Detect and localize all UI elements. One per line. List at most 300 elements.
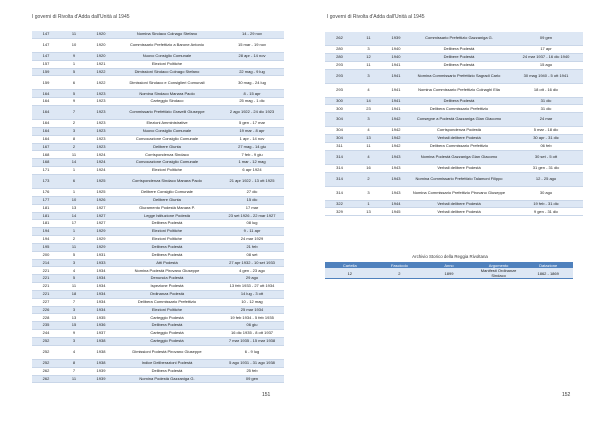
anno-cell: 1927 <box>88 212 114 220</box>
argomento-cell: Nomina Podestà Pirovano Giuseppe <box>114 267 220 275</box>
fascicolo-cell: 2 <box>60 143 88 151</box>
table-row <box>32 267 284 275</box>
anno-cell: 1939 <box>88 367 114 375</box>
cartella-cell: 304 <box>325 135 354 143</box>
anno-cell: 1924 <box>88 151 114 159</box>
fascicolo-cell: 5 <box>60 90 88 98</box>
datazione-cell: 24 mar 1937 - 16 dic 1940 <box>509 53 583 61</box>
cartella-cell: 147 <box>32 31 60 38</box>
table-row <box>32 338 284 346</box>
argomento-cell: Nomina Podestà Gazzaniga G. <box>114 375 220 383</box>
fascicolo-cell: 1 <box>354 200 383 208</box>
argomento-cell: Corrispondenza Podestà <box>409 127 509 135</box>
fascicolo-cell: 11 <box>60 243 88 251</box>
fascicolo-cell: 7 <box>60 367 88 375</box>
table-row <box>32 98 284 106</box>
fascicolo-cell: 14 <box>354 97 383 105</box>
fascicolo-cell: 1 <box>60 228 88 236</box>
argomento-cell: Commissario Prefettizio Gravelli Giuseppe <box>114 106 220 120</box>
datazione-cell: 25 feb <box>220 367 284 375</box>
fascicolo-cell: 6 <box>60 174 88 188</box>
cartella-cell: 252 <box>32 345 60 359</box>
fascicolo-cell: 4 <box>354 127 383 135</box>
anno-cell: 1924 <box>88 159 114 167</box>
argomento-cell: Commissario Prefettizio Gazzaniga G. <box>409 32 509 46</box>
fascicolo-cell: 3 <box>60 127 88 135</box>
anno-cell: 1927 <box>88 204 114 212</box>
datazione-cell: 2 ago 1922 - 24 dic 1923 <box>220 106 284 120</box>
anno-cell: 1941 <box>383 97 409 105</box>
table-row <box>325 142 583 150</box>
datazione-cell: 5 gen - 17 mar <box>220 120 284 128</box>
datazione-cell: 16 dic 1935 - 8 ott 1937 <box>220 330 284 338</box>
cartella-cell: 164 <box>32 127 60 135</box>
cartella-cell: 194 <box>32 236 60 244</box>
fascicolo-cell: 2 <box>354 172 383 186</box>
cartella-cell: 171 <box>32 167 60 175</box>
anno-cell: 1926 <box>88 196 114 204</box>
anno-cell: 1923 <box>88 143 114 151</box>
table-row <box>32 127 284 135</box>
table-row <box>325 127 583 135</box>
datazione-cell: 09 gen <box>220 375 284 383</box>
argomento-cell: Delibere Podestà <box>409 53 509 61</box>
fascicolo-cell: 11 <box>60 151 88 159</box>
fascicolo-cell: 5 <box>60 251 88 259</box>
fascicolo-cell: 1 <box>60 188 88 196</box>
table-row <box>325 53 583 61</box>
datazione-cell: 1 apr - 14 nov <box>220 135 284 143</box>
anno-cell: 1943 <box>383 164 409 172</box>
register-table-right <box>325 32 583 216</box>
argomento-cell: Convocazione Consiglio Comunale <box>114 159 220 167</box>
anno-cell: 1934 <box>88 283 114 291</box>
fascicolo-cell: 16 <box>354 164 383 172</box>
cartella-cell: 167 <box>32 143 60 151</box>
fascicolo-cell: 17 <box>60 220 88 228</box>
table-row <box>325 32 583 46</box>
datazione-cell: 09 gen <box>509 32 583 46</box>
anno-cell: 1943 <box>383 172 409 186</box>
argomento-cell: Nuovo Consiglio Comunale <box>114 127 220 135</box>
cartella-cell: 280 <box>325 53 354 61</box>
table-row <box>32 188 284 196</box>
table-row <box>32 345 284 359</box>
table-row <box>32 159 284 167</box>
datazione-cell: 06 feb <box>509 142 583 150</box>
cartella-cell: 157 <box>32 60 60 68</box>
datazione-cell: 15 mar - 19 nov <box>220 38 284 52</box>
table-row <box>32 306 284 314</box>
fascicolo-cell: 3 <box>60 306 88 314</box>
table-row <box>325 186 583 200</box>
cartella-cell: 177 <box>32 196 60 204</box>
argomento-cell: Elezioni Politiche <box>114 306 220 314</box>
datazione-cell: 31 gen - 31 dic <box>509 164 583 172</box>
anno-cell: 1923 <box>88 90 114 98</box>
cartella-cell: 293 <box>325 83 354 97</box>
anno-cell: 1929 <box>88 243 114 251</box>
argomento-cell: Delibera Podestà <box>409 46 509 54</box>
anno-cell: 1940 <box>383 46 409 54</box>
cartella-cell: 311 <box>325 142 354 150</box>
cartella-cell: 168 <box>32 159 60 167</box>
fascicolo-cell: 11 <box>354 142 383 150</box>
fascicolo-cell: 7 <box>60 106 88 120</box>
cartella-cell: 252 <box>32 359 60 367</box>
cartella-cell: 194 <box>32 228 60 236</box>
cartella-cell: 262 <box>325 32 354 46</box>
fascicolo-cell: 1 <box>60 60 88 68</box>
cartella-cell: 262 <box>32 367 60 375</box>
datazione-cell: 31 dic <box>509 105 583 113</box>
argomento-cell: Commissario Prefettizio a Barone Antonio <box>114 38 220 52</box>
argomento-cell: Verbali delibere Podestà <box>409 208 509 216</box>
datazione-cell: 31 dic <box>509 97 583 105</box>
anno-cell: 1927 <box>88 220 114 228</box>
datazione-cell: 7 feb - 9 giu <box>220 151 284 159</box>
datazione-cell: 06 giu <box>220 322 284 330</box>
cartella-cell: 226 <box>32 306 60 314</box>
fascicolo-cell: 4 <box>60 267 88 275</box>
table-row <box>325 46 583 54</box>
anno-cell: 1938 <box>88 338 114 346</box>
datazione-cell: 27 apr 1932 - 10 set 1933 <box>220 259 284 267</box>
cartella-cell: 314 <box>325 164 354 172</box>
datazione-cell: 15 dic <box>220 196 284 204</box>
argomento-cell: Dimissioni Sindaco e Consiglieri Comunali <box>114 76 220 90</box>
table-row <box>32 143 284 151</box>
table-row <box>32 251 284 259</box>
argomento-cell: Delibera Commissario Prefettizio <box>409 142 509 150</box>
anno-cell: 1934 <box>88 275 114 283</box>
datazione-cell: 7 mar 1935 - 15 mar 1938 <box>220 338 284 346</box>
datazione-cell: 13 feb 1933 - 27 ott 1934 <box>220 283 284 291</box>
table-row <box>32 228 284 236</box>
anno-cell: 1942 <box>383 127 409 135</box>
table-row <box>325 61 583 69</box>
argomento-cell: Ispezione Podestà <box>114 283 220 291</box>
table-row <box>325 208 583 216</box>
argomento-cell: Atti Podestà <box>114 259 220 267</box>
datazione-cell: 5 ago 1931 - 31 ago 1938 <box>220 359 284 367</box>
anno-cell: 1923 <box>88 127 114 135</box>
fascicolo-cell: 10 <box>60 196 88 204</box>
anno-cell: 1924 <box>88 167 114 175</box>
datazione-cell: 1862 - 1869 <box>523 268 573 279</box>
cartella-cell: 164 <box>32 135 60 143</box>
argomento-cell: Elezioni Amministrative <box>114 120 220 128</box>
fascicolo-cell: 1 <box>60 167 88 175</box>
fascicolo-cell: 14 <box>60 212 88 220</box>
anno-cell: 1922 <box>88 76 114 90</box>
fascicolo-cell: 4 <box>60 345 88 359</box>
fascicolo-cell: 23 <box>354 105 383 113</box>
cartella-cell: 228 <box>32 314 60 322</box>
column-header: Fascicolo <box>375 262 425 268</box>
cartella-cell: 329 <box>325 208 354 216</box>
running-head: I governi di Rivolta d'Adda dall'Unità al 1945 <box>327 14 425 20</box>
table-row <box>32 151 284 159</box>
argomento-cell: Consegne a Podestà Gazzaniga Gian Giacomo <box>409 113 509 127</box>
fascicolo-cell: 4 <box>354 83 383 97</box>
cartella-cell: 300 <box>325 105 354 113</box>
anno-cell: 1929 <box>88 236 114 244</box>
anno-cell: 1931 <box>88 251 114 259</box>
datazione-cell: 25 mag - 1 dic <box>220 98 284 106</box>
datazione-cell: 27 mag - 14 giu <box>220 143 284 151</box>
datazione-cell: 17 apr <box>509 46 583 54</box>
datazione-cell: 14 - 29 nov <box>220 31 284 38</box>
cartella-cell: 221 <box>32 290 60 298</box>
argomento-cell: Delibere Consiglio Comunale <box>114 188 220 196</box>
argomento-cell: Verbali delibere Podestà <box>409 164 509 172</box>
argomento-cell: Elezioni Politiche <box>114 60 220 68</box>
anno-cell: 1920 <box>88 31 114 38</box>
cartella-cell: 159 <box>32 76 60 90</box>
argomento-cell: Elezioni Politiche <box>114 228 220 236</box>
fascicolo-cell: 8 <box>60 359 88 367</box>
table-row <box>32 314 284 322</box>
anno-cell: 1920 <box>88 52 114 60</box>
table-row <box>32 275 284 283</box>
anno-cell: 1940 <box>383 53 409 61</box>
table-row <box>325 97 583 105</box>
cartella-cell: 181 <box>32 204 60 212</box>
argomento-cell: Manifesti Ordinanze Sindaco <box>474 268 524 279</box>
datazione-cell: 27 dic <box>220 188 284 196</box>
running-head: I governi di Rivolta d'Adda dall'Unità al 1945 <box>32 14 130 20</box>
fascicolo-cell: 2 <box>60 236 88 244</box>
datazione-cell: 30 ago <box>509 186 583 200</box>
cartella-cell: 164 <box>32 98 60 106</box>
anno-cell: 1943 <box>383 186 409 200</box>
argomento-cell: Delibera Commissario Prefettizio <box>114 298 220 306</box>
table-row <box>32 68 284 76</box>
table-row <box>325 172 583 186</box>
anno-cell: 1921 <box>88 60 114 68</box>
argomento-cell: Denuncia Podestà <box>114 275 220 283</box>
table-row <box>32 298 284 306</box>
datazione-cell: 8 - 15 apr <box>220 90 284 98</box>
cartella-cell: 181 <box>32 212 60 220</box>
fascicolo-cell: 3 <box>354 186 383 200</box>
table-row <box>32 196 284 204</box>
table-row <box>325 113 583 127</box>
table-row <box>325 105 583 113</box>
table-row <box>32 60 284 68</box>
fascicolo-cell: 3 <box>354 113 383 127</box>
table-row <box>325 164 583 172</box>
table-row <box>32 322 284 330</box>
cartella-cell: 244 <box>32 330 60 338</box>
table-row <box>32 359 284 367</box>
anno-cell: 1943 <box>383 150 409 164</box>
cartella-cell: 314 <box>325 186 354 200</box>
fascicolo-cell: 6 <box>60 76 88 90</box>
argomento-cell: Delibera Podestà <box>114 220 220 228</box>
table-row <box>325 200 583 208</box>
cartella-cell: 304 <box>325 127 354 135</box>
table-row <box>32 31 284 38</box>
fascicolo-cell: 11 <box>60 375 88 383</box>
cartella-cell: 176 <box>32 188 60 196</box>
cartella-cell: 168 <box>32 151 60 159</box>
fascicolo-cell: 3 <box>60 338 88 346</box>
table-row <box>32 243 284 251</box>
argomento-cell: Delibera Podestà <box>114 367 220 375</box>
cartella-cell: 262 <box>32 375 60 383</box>
argomento-cell: Delibera Podestà <box>409 61 509 69</box>
fascicolo-cell: 11 <box>354 61 383 69</box>
cartella-cell: 322 <box>325 200 354 208</box>
register-table-left <box>32 31 284 383</box>
argomento-cell: Ordinanza Podestà <box>114 290 220 298</box>
anno-cell: 1942 <box>383 142 409 150</box>
datazione-cell: 6 apr 1924 <box>220 167 284 175</box>
argomento-cell: Delibera Podestà <box>114 243 220 251</box>
datazione-cell: 19 feb 1934 - 5 feb 1935 <box>220 314 284 322</box>
fascicolo-cell: 14 <box>60 159 88 167</box>
fascicolo-cell: 11 <box>60 31 88 38</box>
anno-cell: 1938 <box>88 359 114 367</box>
datazione-cell: 15 ago <box>509 61 583 69</box>
anno-cell: 1939 <box>88 375 114 383</box>
argomento-cell: Delibera Podestà <box>114 251 220 259</box>
cartella-cell: 293 <box>325 69 354 83</box>
anno-cell: 1942 <box>383 135 409 143</box>
datazione-cell: 30 mag 1940 - 5 ott 1941 <box>509 69 583 83</box>
table-row <box>325 135 583 143</box>
fascicolo-cell: 3 <box>60 259 88 267</box>
fascicolo-cell: 4 <box>354 150 383 164</box>
anno-cell: 1942 <box>383 113 409 127</box>
datazione-cell: 28 apr - 14 nov <box>220 52 284 60</box>
table-row <box>32 290 284 298</box>
argomento-cell: Verbali delibere Podestà <box>409 135 509 143</box>
fascicolo-cell: 5 <box>60 68 88 76</box>
cartella-cell: 314 <box>325 172 354 186</box>
anno-cell: 1922 <box>88 68 114 76</box>
argomento-cell: Delibere Giunta <box>114 143 220 151</box>
fascicolo-cell: 18 <box>60 290 88 298</box>
datazione-cell: 30 mag - 24 lug <box>220 76 284 90</box>
cartella-cell: 12 <box>325 268 375 279</box>
datazione-cell: 29 ago <box>220 275 284 283</box>
anno-cell: 1935 <box>88 314 114 322</box>
cartella-cell: 164 <box>32 106 60 120</box>
table-row <box>32 259 284 267</box>
datazione-cell: 19 feb - 31 dic <box>509 200 583 208</box>
archive-table <box>325 262 573 279</box>
table-row <box>32 106 284 120</box>
cartella-cell: 200 <box>32 251 60 259</box>
table-row <box>325 83 583 97</box>
cartella-cell: 214 <box>32 259 60 267</box>
argomento-cell: Carteggio Sindaco <box>114 98 220 106</box>
anno-cell: 1899 <box>424 268 474 279</box>
argomento-cell: Delibera Podestà <box>409 97 509 105</box>
fascicolo-cell: 7 <box>60 298 88 306</box>
datazione-cell: 08 lug <box>220 220 284 228</box>
anno-cell: 1923 <box>88 98 114 106</box>
cartella-cell: 221 <box>32 275 60 283</box>
table-row <box>32 220 284 228</box>
argomento-cell: Elezioni Politiche <box>114 167 220 175</box>
datazione-cell: 21 feb <box>220 243 284 251</box>
fascicolo-cell: 3 <box>354 69 383 83</box>
right-page <box>300 0 600 424</box>
fascicolo-cell: 3 <box>354 46 383 54</box>
table-row <box>325 268 573 279</box>
cartella-cell: 280 <box>325 46 354 54</box>
table-row <box>32 204 284 212</box>
page-number: 151 <box>262 392 271 398</box>
datazione-cell: 9 - 11 apr <box>220 228 284 236</box>
cartella-cell: 252 <box>32 338 60 346</box>
cartella-cell: 164 <box>32 120 60 128</box>
anno-cell: 1944 <box>383 200 409 208</box>
datazione-cell: 24 mar 1929 <box>220 236 284 244</box>
table-row <box>32 174 284 188</box>
argomento-cell: Corrispondenza Sindaco <box>114 151 220 159</box>
fascicolo-cell: 13 <box>354 208 383 216</box>
cartella-cell: 304 <box>325 113 354 127</box>
anno-cell: 1936 <box>88 322 114 330</box>
table-row <box>32 167 284 175</box>
anno-cell: 1933 <box>88 259 114 267</box>
anno-cell: 1941 <box>383 61 409 69</box>
cartella-cell: 147 <box>32 38 60 52</box>
cartella-cell: 221 <box>32 283 60 291</box>
argomento-cell: Nomina Sindaco Manara Paolo <box>114 90 220 98</box>
anno-cell: 1934 <box>88 298 114 306</box>
argomento-cell: Dimissioni Sindaco Colnago Stefano <box>114 68 220 76</box>
fascicolo-cell: 13 <box>60 314 88 322</box>
datazione-cell: 5 mar - 18 dic <box>509 127 583 135</box>
argomento-cell: Elezioni Politiche <box>114 236 220 244</box>
anno-cell: 1945 <box>383 208 409 216</box>
anno-cell: 1929 <box>88 228 114 236</box>
column-header: Anno <box>424 262 474 268</box>
fascicolo-cell: 9 <box>60 98 88 106</box>
anno-cell: 1941 <box>383 69 409 83</box>
argomento-cell: Delibera Podestà <box>114 322 220 330</box>
fascicolo-cell: 10 <box>60 38 88 52</box>
cartella-cell: 147 <box>32 52 60 60</box>
anno-cell: 1925 <box>88 188 114 196</box>
datazione-cell: 30 set - 5 ott <box>509 150 583 164</box>
table-row <box>32 76 284 90</box>
datazione-cell: 12 - 25 ago <box>509 172 583 186</box>
argomento-cell: Nomina Commissario Prefettizio Sagradi Carlo <box>409 69 509 83</box>
page-number: 152 <box>562 392 571 398</box>
table-row <box>325 69 583 83</box>
argomento-cell: Carteggio Podestà <box>114 338 220 346</box>
cartella-cell: 181 <box>32 220 60 228</box>
fascicolo-cell: 13 <box>354 135 383 143</box>
argomento-cell: Nuovo Consiglio Comunale <box>114 52 220 60</box>
argomento-cell: Carteggio Podestà <box>114 314 220 322</box>
table-row <box>32 212 284 220</box>
argomento-cell: Legge Istituzione Podestà <box>114 212 220 220</box>
anno-cell: 1925 <box>88 174 114 188</box>
datazione-cell: 17 mar <box>220 204 284 212</box>
table-row <box>32 135 284 143</box>
datazione-cell: 21 apr 1922 - 13 ott 1925 <box>220 174 284 188</box>
table-row <box>325 150 583 164</box>
cartella-cell: 221 <box>32 267 60 275</box>
